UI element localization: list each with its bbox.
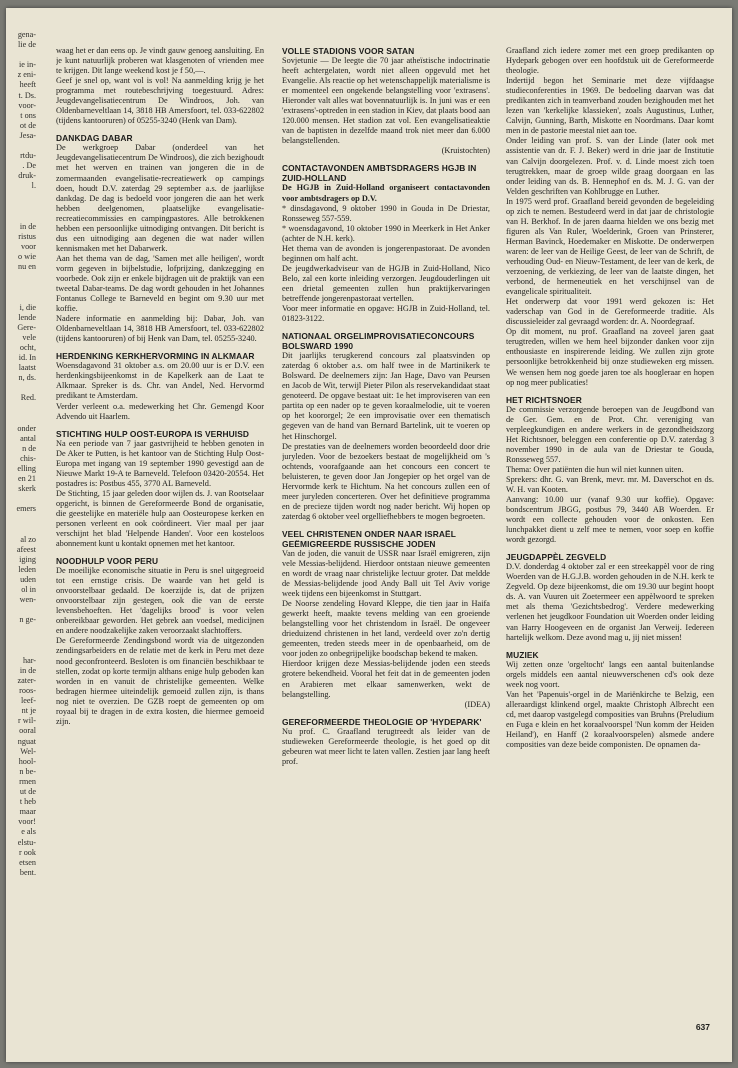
edge-fragment: e als	[21, 827, 36, 837]
edge-fragment: druk-	[18, 171, 36, 181]
edge-fragment: emers	[16, 504, 36, 514]
edge-fragment: etsen	[19, 857, 36, 867]
article-paragraph: Hierdoor krijgen deze Messias-belijdende joden een steeds grotere bekendheid. Vooral het feit dat in de gemeenten joden en Arabieren met elkaar samenwerken, wekt de belangstelling.	[282, 659, 490, 699]
column-left	[56, 46, 264, 1041]
edge-fragment: lie de	[18, 40, 36, 50]
edge-fragment	[6, 646, 36, 656]
article-paragraph: Sprekers: dhr. G. van Brenk, mevr. mr. M. Daverschot en ds. W. H. van Kooten.	[506, 474, 714, 494]
article-lead: De HGJB in Zuid-Holland organiseert contactavonden voor ambtsdragers op D.V.	[282, 183, 490, 203]
edge-fragment: ot de	[19, 120, 36, 130]
edge-fragment	[6, 192, 36, 202]
article-heading: GEREFORMEERDE THEOLOGIE OP 'HYDEPARK'	[282, 716, 482, 727]
article-heading: NOODHULP VOOR PERU	[56, 556, 159, 567]
edge-fragment: ocht,	[19, 342, 36, 352]
edge-fragment: nguat	[17, 736, 36, 746]
edge-fragment: leef-	[21, 696, 36, 706]
edge-fragment: ol in	[21, 585, 36, 595]
article-heading: HET RICHTSNOER	[506, 394, 582, 405]
article-paragraph: De jeugdwerkadviseur van de HGJB in Zuid-Holland, Nico Belo, zal een korte inleiding verzorgen. Jeugdouderlingen uit een drietal gemeenten zullen hun praktijkervaringen betreffende jongerenpastoraat vertellen.	[282, 263, 490, 303]
article-paragraph: Dit jaarlijks terugkerend concours zal plaatsvinden op zaterdag 6 oktober a.s. om half twee in de Martinikerk te Bolsward. De deelnemers zijn: Jan Hage, Davo van Peursen en Jacob de Wit, terwijl Pieter Pilon als reservekandidaat staat genoteerd. De opgave bestaat uit: 1e het improviseren van een partita op een nader op te geven koraalmelodie, uit te voeren op het koororgel; 2e een improvisatie over een thematisch gegeven van de hand van Bernard Bartelink, uit te voeren op het Hinschorgel.	[282, 351, 490, 441]
edge-fragment	[6, 414, 36, 424]
edge-fragment: n, ds.	[18, 373, 36, 383]
edge-fragment: Wel-	[20, 746, 36, 756]
edge-fragment: t heb	[19, 797, 36, 807]
edge-fragment: ie in-	[18, 60, 36, 70]
edge-fragment	[6, 515, 36, 525]
edge-fragment: o wie	[18, 252, 36, 262]
article-paragraph: Het thema van de avonden is jongerenpastoraat. De avonden beginnen om half acht.	[282, 243, 490, 263]
edge-fragment: ut de	[19, 787, 36, 797]
article-paragraph: Na een periode van 7 jaar gastvrijheid te hebben genoten in De Aker te Putten, is het kantoor van de Stichting Hulp Oost-Europa met ingang van 19 september 1990 gevestigd aan de Nieuwe Markt 19-A te Barneveld. Telefoon 03420-20554. Het postadres is: Postbus 455, 3770 AL Barneveld.	[56, 438, 264, 488]
edge-fragment: maar	[19, 807, 36, 817]
article-paragraph: Sovjetunie — De leegte die 70 jaar atheïstische indoctrinatie heeft achtergelaten, wordt niet alleen opgevuld met het Evangelie. Als reactie op het wetenschappelijk materialisme is er momenteel een ongekende belangstelling voor 'extrasens'. Hieronder valt alles wat bovennatuurlijk is. In juni was er een 'extrasens'-optreden in een stadion in Kiev, dat plaats bood aan 120.000 mensen. Het stadion zat vol. Een evangelisatieaktie van de baptisten in dezelfde maand trok niet meer dan 6.000 belangstellenden.	[282, 56, 490, 146]
edge-fragment	[6, 141, 36, 151]
article-paragraph: De Noorse zendeling Hovard Kleppe, die tien jaar in Haifa gewerkt heeft, maakte tevens melding van een groeiende belangstelling voor het christendom in Israël. De ongeveer drieduizend christenen in het land, verdeeld over zo'n dertig gemeenten, treden steeds meer in de openbaarheid, om de voor joden zo onbegrijpelijke boodschap bekend te maken.	[282, 599, 490, 659]
edge-fragment	[6, 212, 36, 222]
article-paragraph: De Stichting, 15 jaar geleden door wijlen ds. J. van Rootselaar opgericht, is binnen de Gereformeerde Bond de organisatie, die geestelijke en materiële hulp aan Oosteuropese kerken en personen verleent en ook coördineert. Vier maal per jaar verschijnt het blad 'Helpende Handen'. Voor een kosteloos abonnement kunt u kontakt opnemen met het kantoor.	[56, 488, 264, 549]
edge-fragment: voor-	[18, 100, 36, 110]
edge-fragment: chis-	[20, 453, 36, 463]
edge-fragment: afeest	[16, 544, 36, 554]
article-paragraph: Van het 'Papenuis'-orgel in de Mariënkirche te Belzig, een alleraardigst klinkend orgel, maakte Christoph Albrecht een cd, met daarop vastgelegd composities van Bruhns (Preludium en Fuga e klein en het koraalvoorspel 'Nun komm der Heiden Heiland'), en Hanff (2 koraalvoorspelen) alsmede andere composities van deze beide componisten. De opnamen da-	[506, 689, 714, 749]
edge-fragment: har-	[22, 655, 36, 665]
article-paragraph: In 1975 werd prof. Graafland bereid gevonden de begeleiding op zich te nemen. Bestudeerd werd in dat jaar de christologie van H. Berkhof. In de jaren daarna hielden we ons bezig met figuren als Van Ruler, Woelderink, Groen van Prinsterer, Herman Bavinck, Hoedemaker en Miskotte. De onderwerpen waren: de leer van de Heilige Geest, de leer van de Schrift, de verhouding Oud- en Nieuw-Testament, de leer van de kerk, de verzoening, de verkiezing, de leer van de laatste dingen, het verbond, de hermeneutiek en het verschijnsel van de evangelicale spiritualiteit.	[506, 196, 714, 297]
article-paragraph: Het onderwerp dat voor 1991 werd gekozen is: Het vaderschap van God in de Gereformeerde traditie. Als discussieleider zal gevraagd worden: dr. A. Noordegraaf.	[506, 297, 714, 327]
edge-fragment: bent.	[19, 867, 36, 877]
edge-fragment: Jesa-	[19, 130, 36, 140]
edge-fragment: elling	[17, 464, 36, 474]
article-source: (IDEA)	[464, 699, 490, 709]
edge-fragment: rtdu-	[20, 151, 36, 161]
article-heading: HERDENKING KERKHERVORMING IN ALKMAAR	[56, 351, 255, 362]
article-paragraph: De prestaties van de deelnemers worden beoordeeld door drie juryleden. Voor de bezoekers bestaat de mogelijkheid om 's ochtends, voorafgaande aan het concours een concert te beluisteren, te geven door Jan Jongepier op het orgel van de Hervormde kerk te Hichtum. Na het concours zullen een of meer juryleden concerteren. Over het definitieve programma en de precieze tijden wordt nog nader bericht. Wij hopen op zaterdag 6 oktober veel orgelliefhebbers te mogen begroeten.	[282, 441, 490, 521]
edge-fragment: l.	[31, 181, 36, 191]
edge-fragment: roos-	[19, 686, 36, 696]
edge-fragment	[6, 282, 36, 292]
edge-fragment: r ook	[18, 847, 36, 857]
edge-fragment: r wil-	[18, 716, 36, 726]
edge-fragment: . De	[22, 161, 36, 171]
article-heading: JEUGDAPPÈL ZEGVELD	[506, 552, 607, 563]
edge-fragment: Red.	[20, 393, 36, 403]
article-heading: DANKDAG DABAR	[56, 133, 133, 144]
article-paragraph: De werkgroep Dabar (onderdeel van het Jeugdevangelisatiecentrum De Windroos), die zich bezighoudt met het werven en trainen van jongeren die in de zomermaanden evangelisatie-recreatiewerk op campings doen, houdt D.V. zaterdag 29 september a.s. de jaarlijkse dankdag. De dag is bedoeld voor jongeren die aan het werk hebben deelgenomen, plaatselijke evangelisatie-recreatiecommissies en campingpastores. Alle betrokkenen hebben een persoonlijke uitnodiging ontvangen. Dit bericht is dus een uitnodiging aan degenen die wat nader willen kennismaken met het Dabarwerk.	[56, 143, 264, 253]
article-paragraph: Van de joden, die vanuit de USSR naar Israël emigreren, zijn vele Messias-belijdend. Hierdoor ontstaan nieuwe gemeenten en wordt de vraag naar christelijke lectuur groter. Dat meldde de Messias-belijdende jood Andy Ball uit Tel Aviv vorige week tijdens een bijeenkomst in Stuttgart.	[282, 548, 490, 599]
article-paragraph: waag het er dan eens op. Je vindt gauw genoeg aansluiting. En je kunt natuurlijk proberen wat klasgenoten of vrienden mee te krijgen. Dit lange weekend kost je f 50,—.	[56, 46, 264, 76]
article-heading: VOLLE STADIONS VOOR SATAN	[282, 46, 415, 56]
article-heading: NATIONAAL ORGELIMPROVISATIECONCOURS BOLSWARD 1990	[282, 331, 475, 352]
edge-fragment	[6, 494, 36, 504]
article-paragraph: * woensdagavond, 10 oktober 1990 in Meerkerk in Het Anker (achter de N.H. kerk).	[282, 223, 490, 243]
edge-fragment: ooral	[19, 726, 36, 736]
edge-fragment: rmen	[19, 776, 36, 786]
edge-fragment	[6, 292, 36, 302]
edge-fragment: al zo	[20, 534, 36, 544]
edge-fragment: voor	[20, 241, 36, 251]
edge-fragment	[6, 626, 36, 636]
page-number: 637	[695, 1022, 710, 1032]
edge-fragment: n ge-	[19, 615, 36, 625]
edge-fragment	[6, 525, 36, 535]
edge-fragment	[6, 202, 36, 212]
article-paragraph: De Gereformeerde Zendingsbond wordt via de uitgezonden zendingsarbeiders en de relatie met de kerk in Peru met deze nood geconfronteerd. Besloten is om financiën beschikbaar te stellen, zodat op korte termijn althans enige hulp geboden kan worden in en vanuit de christelijke gemeenten. Welke bedragen hiermee uiteindelijk gemoeid zullen zijn, is thans nog niet te overzien. De GZB roept de gemeenten op om royaal bij te dragen in de extra kosten, die hiermee gemoeid zijn.	[56, 636, 264, 726]
edge-fragment: zater-	[17, 676, 36, 685]
article-paragraph: Aan het thema van de dag, 'Samen met alle heiligen', wordt vorm gegeven in bijbelstudie, lofprijzing, dankzegging en voorbede. Ook zijn er enkele bijdragen uit de praktijk van een tweetal Dabar-teams. De dag wordt gehouden in het Johannes Fontanus College te Barneveld en begint om 9.30 uur met koffie.	[56, 253, 264, 314]
edge-fragment: lende	[18, 312, 36, 322]
article-paragraph: Nu prof. C. Graafland terugtreedt als leider van de studieweken Gereformeerde theologie, is het goed op dit gebeuren wat meer licht te laten vallen. Zestien jaar lang heeft prof.	[282, 726, 490, 766]
edge-fragment: z eni-	[17, 70, 36, 80]
article-paragraph: Onder leiding van prof. S. van der Linde (later ook met assistentie van dr. F. J. Beker) werd in drie jaar de Institutie van Calvijn doorgelezen. Prof. v. d. Linde moest zich toen terugtrekken, maar de groep wilde graag doorgaan en las onder leiding van ds. B. Hennephof en ds. M. J. G. van der Velden geschriften van Kohlbrugge en Luther.	[506, 136, 714, 196]
article-paragraph: Voor meer informatie en opgave: HGJB in Zuid-Holland, tel. 01823-3122.	[282, 304, 490, 324]
edge-fragment: in de	[19, 665, 36, 675]
article-paragraph: Graafland zich iedere zomer met een groep predikanten op Hydepark gebogen over een hoofdstuk uit de Gereformeerde theologie.	[506, 46, 714, 76]
edge-fragment: i, die	[19, 302, 36, 312]
edge-fragment: wen-	[19, 595, 36, 605]
edge-fragment	[6, 636, 36, 646]
article-paragraph: Geef je snel op, want vol is vol! Na aanmelding krijg je het programma met routebeschrijving toegestuurd. Adres: Jeugdevangelisatiecentrum De Windroos, Joh. van Oldenbarneveltlaan 14, 3818 HB Amersfoort, tel. 033-622802 (tijdens kantooruren) of 05255-3240 (Henk van Dam).	[56, 76, 264, 126]
article-paragraph: De commissie verzorgende beroepen van de Jeugdbond van de Ger. Gem. en de Prot. Chr. vereniging van verpleegkundigen en andere werkers in de gezondheidszorg Het Richtsnoer, beleggen een conferentie op D.V. zaterdag 3 november 1990 in de aula van de Driestar te Gouda, Ronsseweg 557.	[506, 404, 714, 464]
edge-fragment	[6, 605, 36, 615]
article-paragraph: Op dit moment, nu prof. Graafland na zoveel jaren gaat terugtreden, willen we hem heel bijzonder danken voor zijn enthousiaste en inspirerende leiding. We zullen zijn grote persoonlijke betrokkenheid bij onze studieweken erg missen. We wensen hem nog goede jaren toe als hoogleraar en hopen op nog meer publicaties!	[506, 327, 714, 387]
adjacent-page-edge	[6, 30, 40, 910]
edge-fragment: hool-	[18, 756, 36, 766]
article-heading: CONTACTAVONDEN AMBTSDRAGERS HGJB IN ZUID-HOLLAND	[282, 163, 477, 184]
edge-fragment: id. In	[18, 353, 36, 362]
edge-fragment: voor!	[18, 817, 36, 827]
edge-fragment	[6, 403, 36, 413]
article-heading: MUZIEK	[506, 649, 539, 660]
edge-fragment: antal	[20, 433, 36, 443]
edge-fragment: Gere-	[17, 322, 36, 332]
edge-fragment: leden	[18, 564, 36, 574]
edge-fragment: t ons	[20, 110, 36, 120]
edge-fragment: heeft	[19, 80, 36, 90]
edge-fragment: t. Ds.	[18, 90, 36, 100]
edge-fragment: onder	[17, 423, 36, 433]
edge-fragment	[6, 272, 36, 282]
article-paragraph: Verder verleent o.a. medewerking het Chr. Gemengd Koor Advendo uit Haarlem.	[56, 401, 264, 421]
edge-fragment: skerk	[18, 484, 36, 494]
article-source: (Kruistochten)	[441, 146, 490, 156]
column-right	[506, 46, 714, 1041]
edge-fragment: iging	[19, 554, 36, 564]
edge-fragment: n be-	[19, 766, 36, 776]
magazine-page	[6, 8, 732, 1062]
edge-fragment: in de	[19, 221, 36, 231]
article-paragraph: * dinsdagavond, 9 oktober 1990 in Gouda in De Driestar, Ronsseweg 557-559.	[282, 203, 490, 223]
article-paragraph: De moeilijke economische situatie in Peru is snel uitgegroeid tot een ernstige crisis. De waarde van het geld is onvoorstelbaar gedaald. De koerzijde is, dat de prijzen onvoorstelbaar zijn gestegen, ook die van de eerste levensbehoeften. Het 'dagelijks brood' is voor velen onbereikbaar geworden. Het gebrek aan voedsel, medicijnen en andere noodzakelijke zaken veroorzaakt slachtoffers.	[56, 566, 264, 636]
article-paragraph: Woensdagavond 31 oktober a.s. om 20.00 uur is er D.V. een herdenkingsbijeenkomst in de Kapelkerk aan de Laat te Alkmaar. Spreker is ds. Chr. van Andel, Ned. Hervormd predikant te Amsterdam.	[56, 361, 264, 401]
edge-fragment: nt je	[21, 706, 36, 716]
article-paragraph: Thema: Over patiënten die hun wil niet kunnen uiten.	[506, 464, 684, 474]
column-middle	[282, 46, 490, 1041]
edge-fragment	[6, 50, 36, 60]
article-paragraph: D.V. donderdag 4 oktober zal er een streekappèl voor de ring Woerden van de H.G.J.B. worden gehouden in de N.H. kerk te Zegveld. Op deze bijeenkomst, die om 19.30 uur begint hoopt ds. A. van Vuuren uit Zoetermeer een appèlwoord te spreken met als thema 'Gezichtsbedrog'. Verdere medewerking verlenen het jeugdkoor Foundation uit Woerden onder leiding van Harry Hoogeveen en de organist Jan Verweij. Iedereen hartelijk welkom. Deze avond mag u, jij niet missen!	[506, 562, 714, 642]
edge-fragment: elstu-	[17, 837, 36, 847]
article-heading: VEEL CHRISTENEN ONDER NAAR ISRAËL GEËMIGREERDE RUSSISCHE JODEN	[282, 528, 456, 549]
article-paragraph: Nadere informatie en aanmelding bij: Dabar, Joh. van Oldenbarneveltlaan 14, 3818 HB Amersfoort, tel. 033-622802 (tijdens kantooruren) of bij Henk van Dam, tel. 05255-3240.	[56, 314, 264, 344]
edge-fragment: uden	[20, 575, 36, 585]
edge-fragment: laatst	[18, 363, 36, 373]
edge-fragment: n de	[22, 443, 36, 453]
edge-fragment: gena-	[17, 30, 36, 39]
edge-fragment: nu en	[18, 262, 36, 272]
edge-fragment: vele	[22, 332, 36, 342]
article-paragraph: Indertijd begon het Seminarie met deze vijfdaagse studieconferenties in 1969. De bedoeling daarvan was dat predikanten zich in teamverband zouden bezighouden met het lezen van 'kerkelijke klassieken', zoals Augustinus, Luther, Calvijn, Gunning, Barth, Miskotte en Noordmans. Daar komt men in de pastorie meestal niet aan toe.	[506, 76, 714, 136]
edge-fragment: en 21	[18, 474, 36, 484]
article-paragraph: Wij zetten onze 'orgeltocht' langs een aantal buitenlandse orgels middels een aantal nieuwverschenen cd's ook deze week nog voort.	[506, 659, 714, 689]
article-heading: STICHTING HULP OOST-EUROPA IS VERHUISD	[56, 428, 250, 439]
article-paragraph: Aanvang: 10.00 uur (vanaf 9.30 uur koffie). Opgave: bondscentrum JBGG, postbus 79, 3440 AB Woerden. Er wordt een collecte gehouden voor de onkosten. Een lunchpakket dient u zelf mee te nemen, voor soep en koffie wordt gezorgd.	[506, 495, 714, 545]
edge-fragment: ristus	[18, 231, 36, 241]
edge-fragment	[6, 383, 36, 393]
